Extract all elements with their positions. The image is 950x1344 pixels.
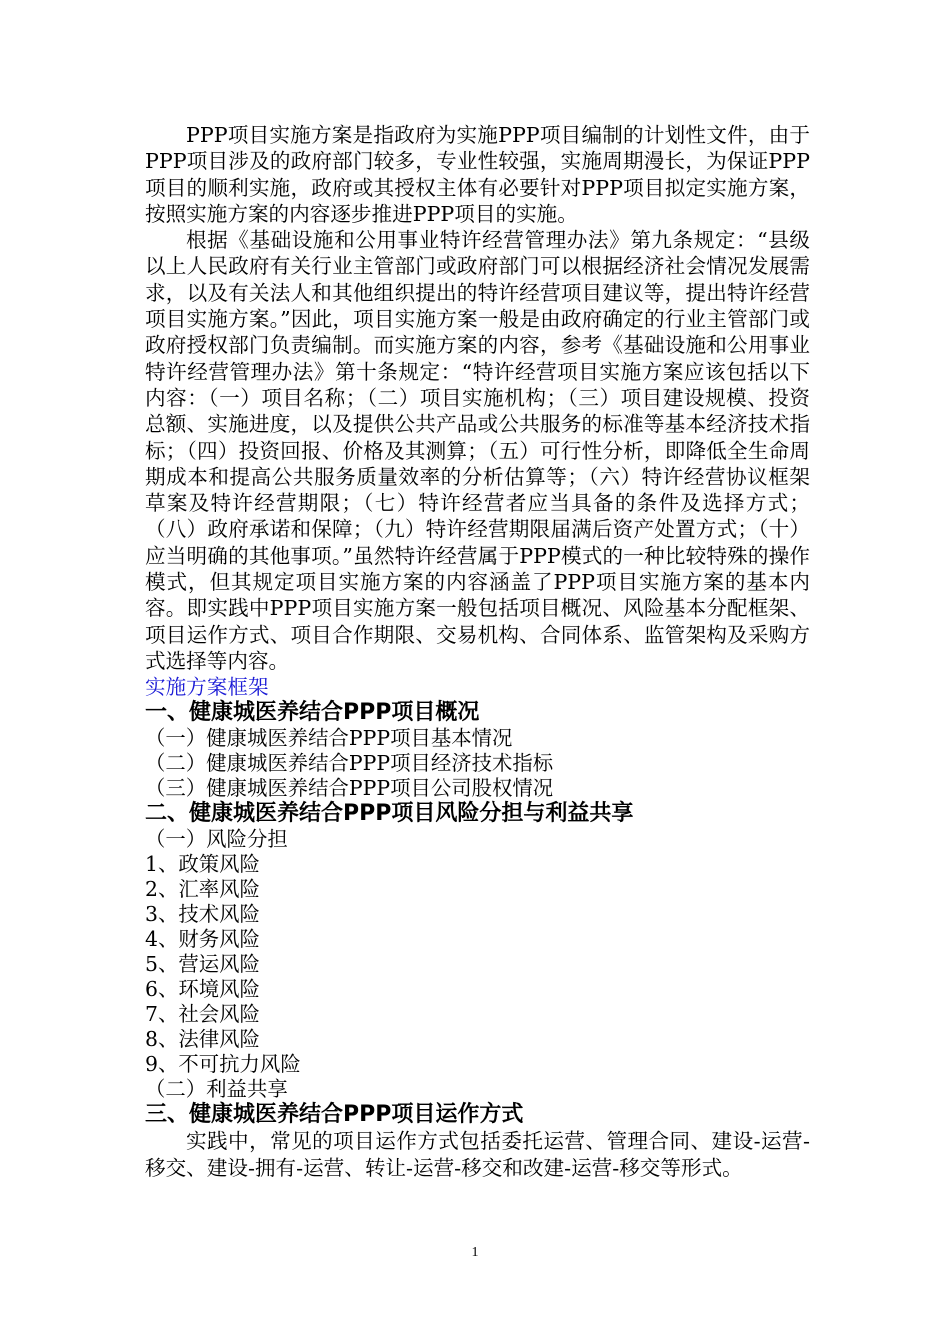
risk-item: 2、汇率风险 [145, 877, 260, 902]
section-1-item: （一）健康城医养结合PPP项目基本情况 [145, 726, 513, 751]
risk-item: 7、社会风险 [145, 1002, 260, 1027]
section-3-title: 三、健康城医养结合PPP项目运作方式 [145, 1102, 524, 1128]
risk-item: 3、技术风险 [145, 902, 260, 927]
section-1-item: （三）健康城医养结合PPP项目公司股权情况 [145, 776, 554, 801]
framework-heading-link[interactable]: 实施方案框架 [145, 675, 269, 700]
page-number: 1 [471, 1245, 479, 1260]
section-2-title: 二、健康城医养结合PPP项目风险分担与利益共享 [145, 801, 634, 827]
document-body [145, 122, 810, 1181]
risk-item: 8、法律风险 [145, 1027, 260, 1052]
risk-item: 6、环境风险 [145, 977, 260, 1002]
risk-item: 5、营运风险 [145, 952, 260, 977]
intro-paragraph: PPP项目实施方案是指政府为实施PPP项目编制的计划性文件，由于PPP项目涉及的政府部门较多，专业性较强，实施周期漫长，为保证PPP项目的顺利实施，政府或其授权主体有必要针对PPP项目拟定实施方案，按照实施方案的内容逐步推进PPP项目的实施。 [145, 123, 810, 226]
benefit-sharing-subtitle: （二）利益共享 [145, 1077, 288, 1102]
risk-sharing-subtitle: （一）风险分担 [145, 827, 288, 852]
risk-item: 9、不可抗力风险 [145, 1052, 301, 1077]
section-3-paragraph: 实践中，常见的项目运作方式包括委托运营、管理合同、建设-运营-移交、建设-拥有-运营、转让-运营-移交和改建-运营-移交等形式。 [145, 1129, 810, 1180]
risk-item: 1、政策风险 [145, 852, 260, 877]
risk-item: 4、财务风险 [145, 927, 260, 952]
regulation-paragraph: 根据《基础设施和公用事业特许经营管理办法》第九条规定：“县级以上人民政府有关行业主管部门或政府部门可以根据经济社会情况发展需求，以及有关法人和其他组织提出的特许经营项目建议等，提出特许经营项目实施方案。”因此，项目实施方案一般是由政府确定的行业主管部门或政府授权部门负责编制。而实施方案的内容，参考《基础设施和公用事业特许经营管理办法》第十条规定：“特许经营项目实施方案应该包括以下内容：（一）项目名称；（二）项目实施机构；（三）项目建设规模、投资总额、实施进度，以及提供公共产品或公共服务的标准等基本经济技术指标；（四）投资回报、价格及其测算；（五）可行性分析，即降低全生命周期成本和提高公共服务质量效率的分析估算等；（六）特许经营协议框架草案及特许经营期限；（七）特许经营者应当具备的条件及选择方式；（八）政府承诺和保障；（九）特许经营期限届满后资产处置方式；（十）应当明确的其他事项。”虽然特许经营属于PPP模式的一种比较特殊的操作模式，但其规定项目实施方案的内容涵盖了PPP项目实施方案的基本内容。即实践中PPP项目实施方案一般包括项目概况、风险基本分配框架、项目运作方式、项目合作期限、交易机构、合同体系、监管架构及采购方式选择等内容。 [145, 228, 810, 673]
section-1-item: （二）健康城医养结合PPP项目经济技术指标 [145, 751, 554, 776]
section-1-title: 一、健康城医养结合PPP项目概况 [145, 700, 480, 726]
